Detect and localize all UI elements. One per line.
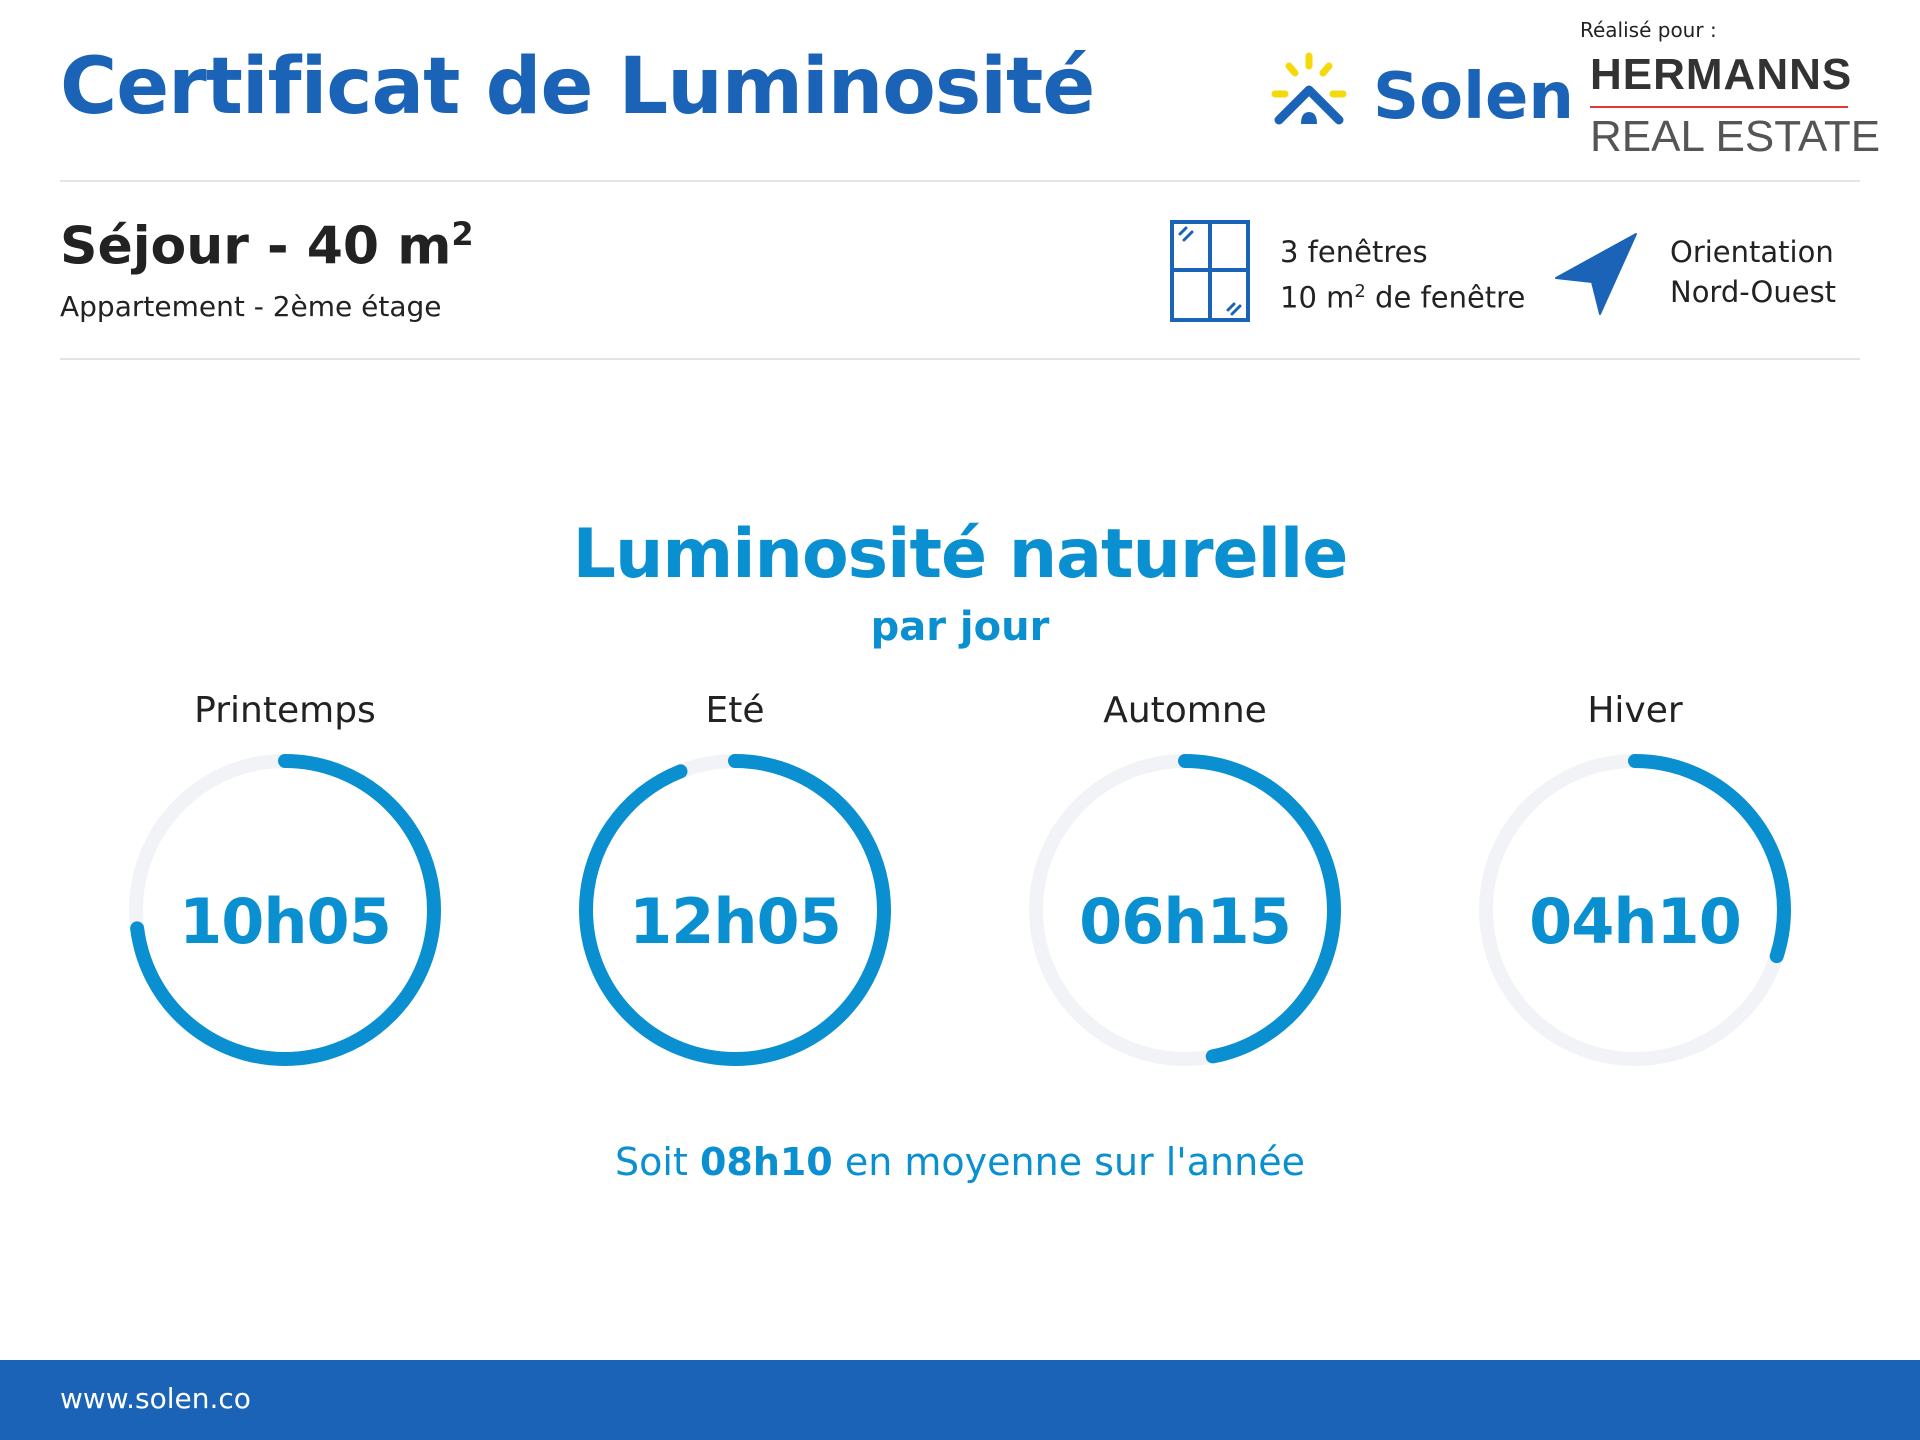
season-name: Printemps	[194, 690, 376, 731]
section-title: Luminosité naturelle	[572, 515, 1348, 594]
average-prefix: Soit	[615, 1140, 700, 1184]
window-icon	[1168, 218, 1252, 324]
solen-brand-name: Solen	[1373, 60, 1574, 134]
room-area-unit-sup: 2	[451, 215, 474, 253]
average-value: 08h10	[699, 1140, 833, 1184]
windows-area-value: 10 m	[1280, 280, 1355, 315]
navigation-arrow-icon	[1552, 230, 1640, 316]
season-daylight-value: 04h10	[1529, 885, 1741, 958]
season-card	[1015, 680, 1355, 1090]
info-divider	[60, 358, 1860, 360]
orientation-label: Orientation	[1670, 235, 1834, 269]
room-subtitle: Appartement - 2ème étage	[60, 290, 442, 323]
header-divider	[60, 180, 1860, 182]
section-subtitle: par jour	[870, 604, 1050, 650]
footer-website-link[interactable]: www.solen.co	[60, 1382, 251, 1415]
windows-info	[1280, 232, 1525, 318]
season-daylight-value: 12h05	[629, 885, 841, 958]
orientation-info	[1670, 232, 1836, 312]
windows-area-unit-sup: 2	[1354, 281, 1366, 302]
season-card	[565, 680, 905, 1090]
client-logo-subtitle: REAL ESTATE	[1590, 112, 1881, 161]
season-card	[1465, 680, 1805, 1090]
yearly-average	[0, 1140, 1920, 1184]
season-daylight-value: 06h15	[1079, 885, 1291, 958]
room-name: Séjour - 40 m	[60, 216, 452, 277]
client-logo-rule	[1590, 106, 1848, 108]
season-daylight-value: 10h05	[179, 885, 391, 958]
average-suffix: en moyenne sur l'année	[832, 1140, 1305, 1184]
room-title	[60, 215, 474, 276]
footer-bar	[0, 1360, 1920, 1440]
solen-logo	[1265, 50, 1574, 140]
season-name: Hiver	[1587, 690, 1683, 731]
orientation-value: Nord-Ouest	[1670, 275, 1837, 309]
realise-pour-label: Réalisé pour :	[1580, 18, 1717, 42]
season-name: Eté	[705, 690, 765, 731]
windows-area	[1280, 272, 1525, 318]
client-logo-name: HERMANNS	[1590, 50, 1853, 99]
windows-count: 3 fenêtres	[1280, 235, 1428, 269]
windows-area-label: de fenêtre	[1365, 280, 1526, 315]
season-name: Automne	[1103, 690, 1267, 731]
solen-sun-house-icon	[1265, 50, 1365, 140]
certificate-title: Certificat de Luminosité	[60, 42, 1095, 132]
season-card	[115, 680, 455, 1090]
